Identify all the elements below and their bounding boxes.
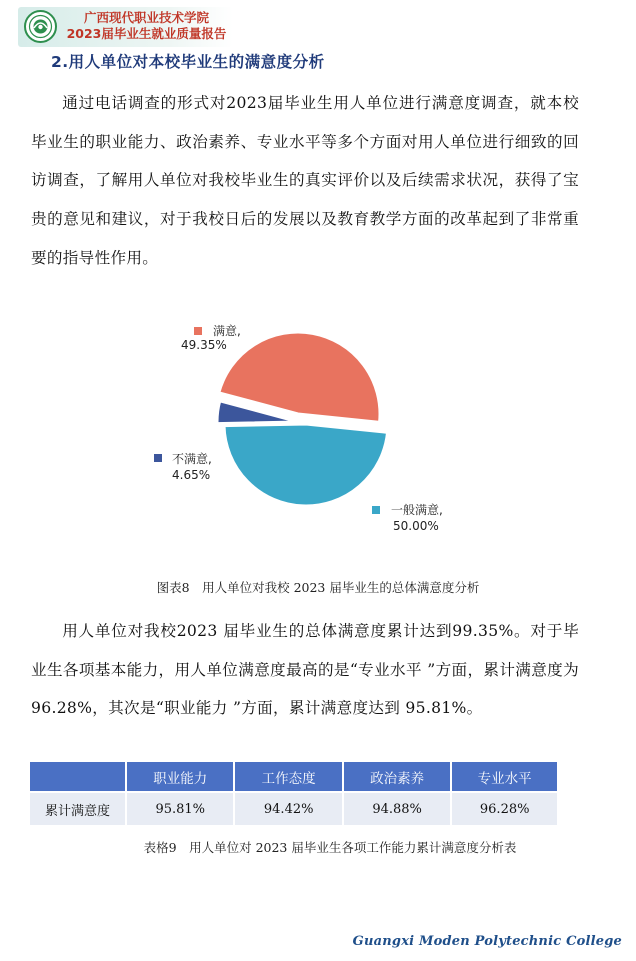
intro-paragraph: 通过电话调查的形式对2023届毕业生用人单位进行满意度调查，就本校毕业生的职业能力、政治素养、专业水平等多个方面对用人单位进行细致的回访调查，了解用人单位对我校毕业生的真实评价以及后续需求状况，获得了宝贵的意见和建议，对于我校日后的发展以及教育教学方面的改革起到了非常重要的指导性作用。 — [31, 94, 579, 267]
slice-value-label: 49.35% — [181, 338, 227, 352]
table-row — [30, 791, 557, 825]
table-cell: 95.81% — [127, 791, 235, 825]
table-cell: 94.42% — [235, 791, 343, 825]
section-title: 2.用人单位对本校毕业生的满意度分析 — [51, 53, 325, 71]
college-logo-icon — [24, 10, 57, 43]
footer-college-name: Guangxi Moden Polytechnic College — [352, 934, 622, 949]
table-cell: 94.88% — [344, 791, 452, 825]
table-header-cell — [30, 762, 127, 791]
table-cell: 96.28% — [452, 791, 557, 825]
table-row-label: 累计满意度 — [30, 791, 127, 825]
legend-marker — [372, 506, 380, 514]
summary-paragraph: 用人单位对我校2023 届毕业生的总体满意度累计达到99.35%。对于毕业生各项基本能力，用人单位满意度最高的是“专业水平 ”方面，累计满意度为 96.28%，其次是“职业能力 ”方面，累计满意度达到 95.81%。 — [31, 622, 579, 718]
table-header-cell: 工作态度 — [235, 762, 343, 791]
table-header-cell: 专业水平 — [452, 762, 557, 791]
satisfaction-pie-chart — [0, 290, 636, 560]
legend-marker — [194, 327, 202, 335]
legend-marker — [154, 454, 162, 462]
table-caption: 表格9 用人单位对 2023 届毕业生各项工作能力累计满意度分析表 — [143, 840, 517, 855]
header-college-name: 广西现代职业技术学院 — [83, 10, 209, 25]
table-header-cell: 政治素养 — [344, 762, 452, 791]
table-header-row — [30, 762, 557, 791]
table-header-cell: 职业能力 — [127, 762, 235, 791]
slice-value-label: 50.00% — [393, 519, 439, 533]
slice-label: 满意, — [213, 324, 241, 338]
report-header — [18, 7, 233, 47]
slice-label: 不满意, — [172, 452, 212, 466]
header-report-title: 2023届毕业生就业质量报告 — [66, 26, 227, 41]
chart-caption: 图表8 用人单位对我校 2023 届毕业生的总体满意度分析 — [156, 580, 480, 595]
pie-slice — [224, 424, 388, 506]
slice-value-label: 4.65% — [172, 468, 211, 482]
ability-satisfaction-table — [30, 762, 557, 825]
slice-label: 一般满意, — [391, 503, 443, 517]
